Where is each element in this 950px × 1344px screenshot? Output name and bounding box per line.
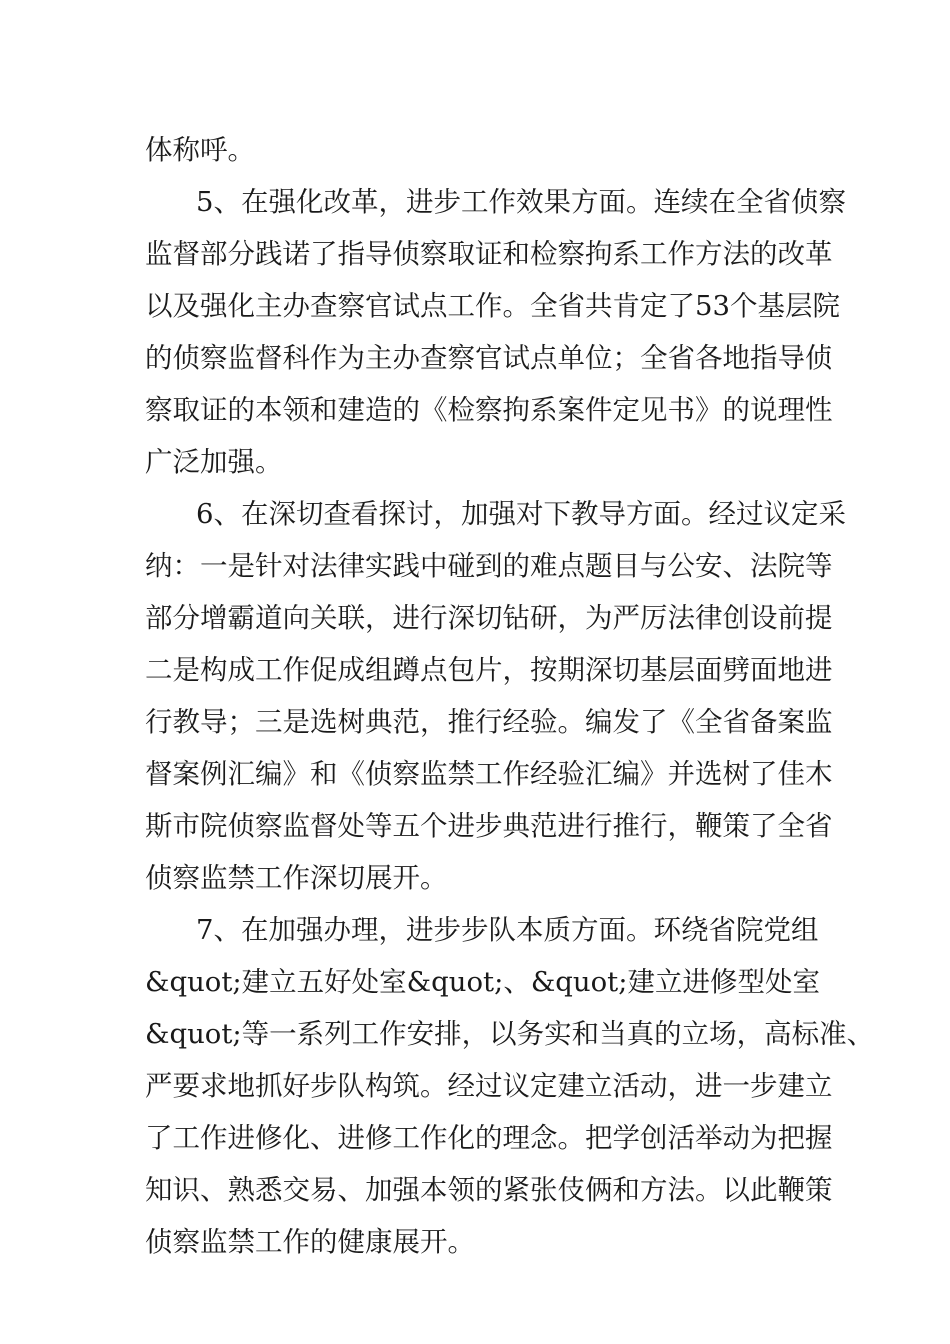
paragraph-5-start: 5、在强化改革，进步工作效果方面。连续在全省侦察 xyxy=(196,186,846,218)
text-line: 体称呼。 xyxy=(145,134,255,166)
text-line: 行教导；三是选树典范，推行经验。编发了《全省备案监 xyxy=(145,706,833,738)
text-line: 严要求地抓好步队构筑。经过议定建立活动，进一步建立 xyxy=(145,1070,833,1102)
text-line: 部分增霸道向关联，进行深切钻研，为严厉法律创设前提 xyxy=(145,602,833,634)
text-line: 侦察监禁工作的健康展开。 xyxy=(145,1226,475,1258)
text-line: 侦察监禁工作深切展开。 xyxy=(145,862,448,894)
text-line: &quot;建立五好处室&quot;、&quot;建立进修型处室 xyxy=(145,966,820,998)
text-line: &quot;等一系列工作安排，以务实和当真的立场，高标准、 xyxy=(145,1018,875,1050)
text-line: 督案例汇编》和《侦察监禁工作经验汇编》并选树了佳木 xyxy=(145,758,833,790)
text-line: 二是构成工作促成组蹲点包片，按期深切基层面劈面地进 xyxy=(145,654,833,686)
text-line: 斯市院侦察监督处等五个进步典范进行推行，鞭策了全省 xyxy=(145,810,833,842)
text-line: 了工作进修化、进修工作化的理念。把学创活举动为把握 xyxy=(145,1122,833,1154)
text-line: 的侦察监督科作为主办查察官试点单位；全省各地指导侦 xyxy=(145,342,833,374)
text-line: 知识、熟悉交易、加强本领的紧张伎俩和方法。以此鞭策 xyxy=(145,1174,833,1206)
text-line: 广泛加强。 xyxy=(145,446,283,478)
text-line: 以及强化主办查察官试点工作。全省共肯定了53个基层院 xyxy=(145,290,840,322)
paragraph-6-start: 6、在深切查看探讨，加强对下教导方面。经过议定采 xyxy=(196,498,846,530)
text-line: 察取证的本领和建造的《检察拘系案件定见书》的说理性 xyxy=(145,394,833,426)
paragraph-7-start: 7、在加强办理，进步步队本质方面。环绕省院党组 xyxy=(196,914,819,946)
text-line: 纳：一是针对法律实践中碰到的难点题目与公安、法院等 xyxy=(145,550,833,582)
text-line: 监督部分践诺了指导侦察取证和检察拘系工作方法的改革 xyxy=(145,238,833,270)
